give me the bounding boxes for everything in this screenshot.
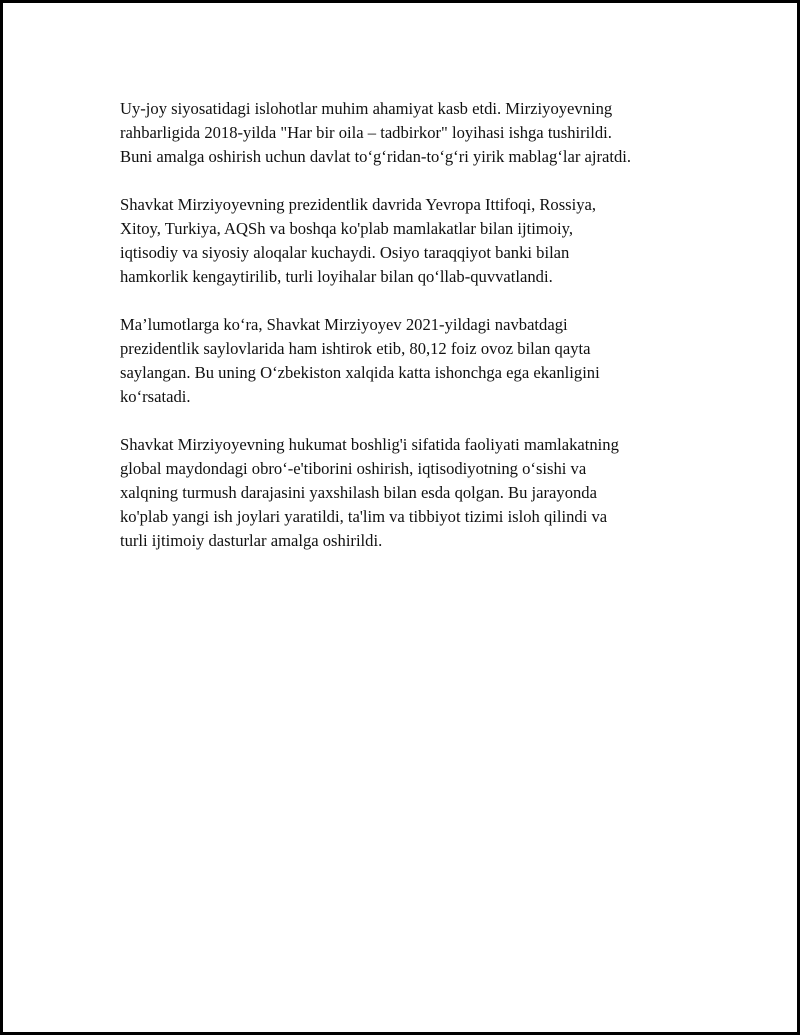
text-line: Xitoy, Turkiya, AQSh va boshqa ko'plab mamlakatlar bilan ijtimoiy,: [120, 219, 573, 238]
paragraph-2: [120, 193, 720, 289]
text-line: Buni amalga oshirish uchun davlat to‘g‘ridan-to‘g‘ri yirik mablag‘lar ajratdi.: [120, 147, 632, 166]
paragraph-3: [120, 313, 720, 409]
text-line: prezidentlik saylovlarida ham ishtirok etib, 80,12 foiz ovoz bilan qayta: [120, 339, 591, 358]
text-line: iqtisodiy va siyosiy aloqalar kuchaydi. Osiyo taraqqiyot banki bilan: [120, 243, 570, 262]
text-line: hamkorlik kengaytirilib, turli loyihalar bilan qo‘llab-quvvatlandi.: [120, 267, 553, 286]
text-line: Shavkat Mirziyoyevning hukumat boshlig'i sifatida faoliyati mamlakatning: [120, 435, 619, 454]
text-line: Uy-joy siyosatidagi islohotlar muhim ahamiyat kasb etdi. Mirziyoyevning: [120, 99, 613, 118]
text-line: turli ijtimoiy dasturlar amalga oshirildi.: [120, 531, 383, 550]
document-body: [120, 97, 720, 577]
paragraph-1: [120, 97, 720, 169]
text-line: ko'plab yangi ish joylari yaratildi, ta'lim va tibbiyot tizimi isloh qilindi va: [120, 507, 608, 526]
text-line: rahbarligida 2018-yilda "Har bir oila – tadbirkor" loyihasi ishga tushirildi.: [120, 123, 612, 142]
text-line: xalqning turmush darajasini yaxshilash bilan esda qolgan. Bu jarayonda: [120, 483, 597, 502]
text-line: global maydondagi obro‘-e'tiborini oshirish, iqtisodiyotning o‘sishi va: [120, 459, 587, 478]
text-line: ko‘rsatadi.: [120, 387, 191, 406]
text-line: saylangan. Bu uning O‘zbekiston xalqida katta ishonchga ega ekanligini: [120, 363, 600, 382]
text-line: Ma’lumotlarga ko‘ra, Shavkat Mirziyoyev 2021-yildagi navbatdagi: [120, 315, 568, 334]
text-line: Shavkat Mirziyoyevning prezidentlik davrida Yevropa Ittifoqi, Rossiya,: [120, 195, 597, 214]
paragraph-4: [120, 433, 720, 553]
